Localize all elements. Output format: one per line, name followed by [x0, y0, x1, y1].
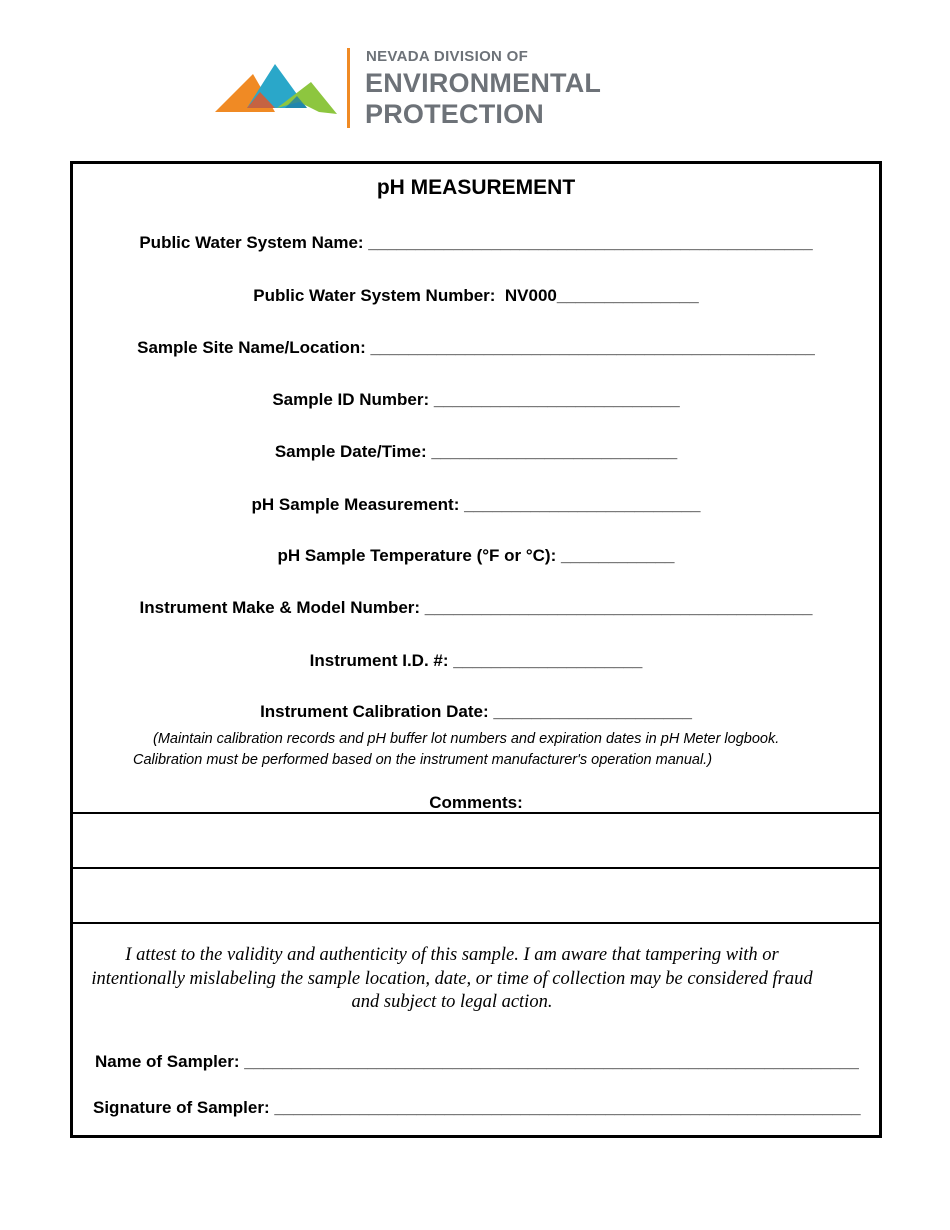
ph-sample-temperature-field[interactable]: pH Sample Temperature (°F or °C): ____________: [277, 546, 675, 565]
ph-measurement-form: [70, 161, 882, 1138]
sample-date-time-field[interactable]: Sample Date/Time: __________________________: [274, 442, 678, 461]
comments-line-1[interactable]: [73, 812, 879, 814]
public-water-system-number-field[interactable]: Public Water System Number: NV000_______________: [253, 286, 699, 305]
mountains-logo-icon: [215, 62, 337, 122]
calibration-note-line2: Calibration must be performed based on the instrument manufacturer's operation manual.): [133, 752, 713, 768]
instrument-id-field[interactable]: Instrument I.D. #: ____________________: [309, 651, 643, 670]
comments-line-3[interactable]: [73, 922, 879, 924]
comments-line-2[interactable]: [73, 867, 879, 869]
form-title: pH MEASUREMENT: [376, 176, 576, 199]
sampler-name-field[interactable]: Name of Sampler: _________________________________________________________________: [95, 1052, 859, 1071]
logo-text-division: NEVADA DIVISION OF: [366, 48, 529, 65]
logo-text-environmental: ENVIRONMENTAL: [365, 68, 602, 98]
logo-text-protection: PROTECTION: [365, 99, 545, 129]
instrument-calibration-date-field[interactable]: Instrument Calibration Date: _____________________: [260, 702, 692, 721]
sample-id-number-field[interactable]: Sample ID Number: __________________________: [272, 390, 680, 409]
public-water-system-name-field[interactable]: Public Water System Name: _______________________________________________: [139, 233, 813, 252]
logo-divider: [347, 48, 350, 128]
attestation-statement: I attest to the validity and authenticity of this sample. I am aware that tampering with or intentionally mislabeling the sample location, date, or time of collection may be considered fraud and subject to legal action.: [91, 945, 813, 1012]
ndep-logo: [215, 46, 625, 134]
comments-label: Comments:: [429, 793, 523, 812]
sample-site-location-field[interactable]: Sample Site Name/Location: _______________________________________________: [137, 338, 815, 357]
ph-sample-measurement-field[interactable]: pH Sample Measurement: _________________________: [251, 495, 701, 514]
calibration-note-line1: (Maintain calibration records and pH buffer lot numbers and expiration dates in pH Meter logbook.: [153, 731, 780, 747]
sampler-signature-field[interactable]: Signature of Sampler: ______________________________________________________________: [93, 1098, 861, 1117]
instrument-make-model-field[interactable]: Instrument Make & Model Number: _________________________________________: [139, 598, 813, 617]
